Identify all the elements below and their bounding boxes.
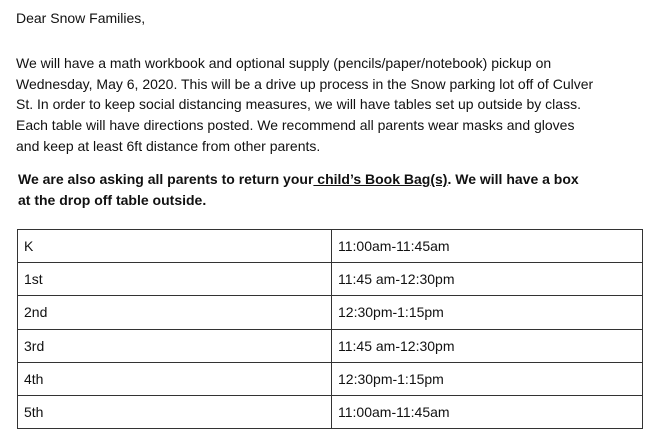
- grade-cell: 4th: [18, 362, 332, 395]
- grade-cell: K: [18, 230, 332, 263]
- time-cell: 11:45 am-12:30pm: [332, 329, 643, 362]
- book-bag-notice: [18, 169, 579, 211]
- notice-line-2: at the drop off table outside.: [18, 192, 207, 208]
- announcement-paragraph: [16, 53, 656, 156]
- table-row: [18, 263, 643, 296]
- time-cell: 11:00am-11:45am: [332, 230, 643, 263]
- grade-cell: 5th: [18, 395, 332, 428]
- paragraph-line: and keep at least 6ft distance from other parents.: [16, 137, 321, 154]
- grade-cell: 3rd: [18, 329, 332, 362]
- paragraph-line: St. In order to keep social distancing measures, we will have tables set up outside by class.: [16, 96, 581, 113]
- grade-cell: 1st: [18, 263, 332, 296]
- table-row: [18, 329, 643, 362]
- table-row: [18, 296, 643, 329]
- time-cell: 11:45 am-12:30pm: [332, 263, 643, 296]
- table-row: [18, 395, 643, 428]
- notice-text: . We will have a box: [447, 171, 579, 187]
- paragraph-line: We will have a math workbook and optional supply (pencils/paper/notebook) pickup on: [16, 55, 552, 71]
- book-bag-emphasis: child’s Book Bag(s): [313, 171, 448, 187]
- grade-cell: 2nd: [18, 296, 332, 329]
- greeting: Dear Snow Families,: [16, 10, 146, 26]
- table-row: [18, 230, 643, 263]
- time-cell: 12:30pm-1:15pm: [332, 362, 643, 395]
- paragraph-line: Wednesday, May 6, 2020. This will be a drive up process in the Snow parking lot off of Culver: [16, 75, 594, 92]
- pickup-schedule-table: [17, 229, 643, 429]
- time-cell: 11:00am-11:45am: [332, 395, 643, 428]
- time-cell: 12:30pm-1:15pm: [332, 296, 643, 329]
- notice-line-1: [18, 169, 579, 190]
- table-row: [18, 362, 643, 395]
- paragraph-line: Each table will have directions posted. We recommend all parents wear masks and gloves: [16, 117, 575, 134]
- notice-text: We are also asking all parents to return your: [18, 171, 314, 187]
